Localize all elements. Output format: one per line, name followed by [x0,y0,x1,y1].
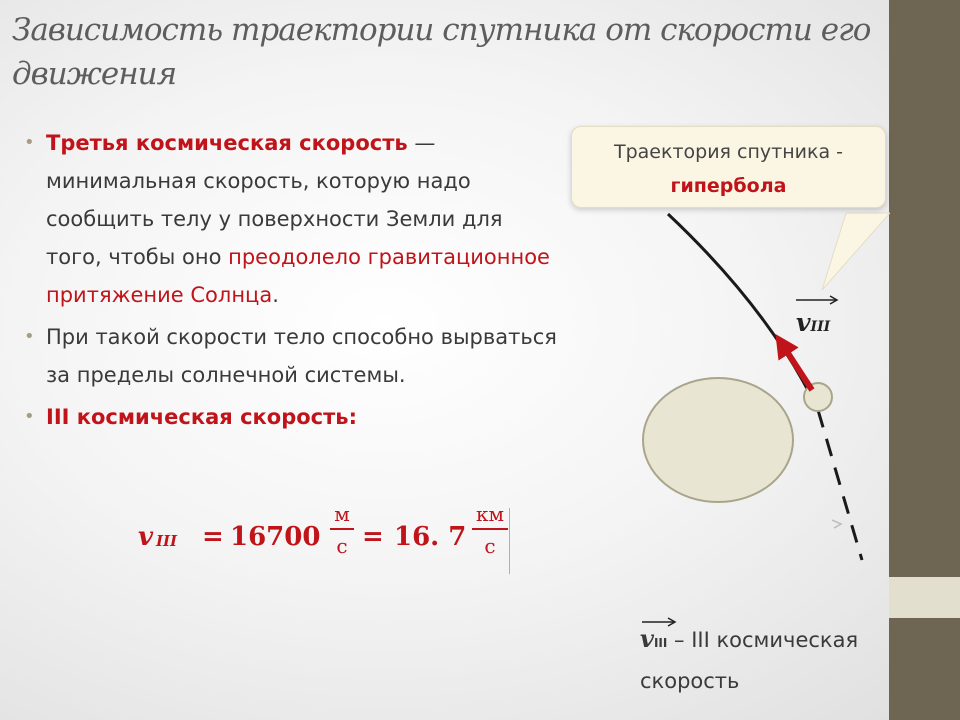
bullet-dot-icon: • [24,326,35,347]
bullet-escape-solar-system [22,318,562,394]
bullet-list [22,124,562,440]
formula-value-1: 16700 [230,522,321,552]
fraction-bar [330,528,354,530]
caption-symbol: v [640,624,654,653]
caption-text: – III космическая скорость [640,628,859,693]
text-cursor [509,508,510,574]
bullet-text: При такой скорости тело способно вырваться за пределы солнечной системы. [46,325,557,387]
slide-title: Зависимость траектории спутника от скорости его движения [12,12,871,92]
diagram-vector-label [796,308,830,337]
earth-circle [643,378,793,502]
vector-symbol: v [796,308,811,337]
bullet-text: минимальная скорость, которую надо сообщить телу у поверхности Земли для того, чтобы оно [46,169,503,269]
unit-1-numerator: м [334,502,350,526]
formula-unit-2 [472,502,508,558]
callout-line-1: Траектория спутника - [613,141,843,163]
hyperbola-dashed-path [818,410,862,560]
formula-subscript: III [156,532,178,550]
trajectory-callout [571,126,886,208]
bullet-third-cosmic-definition [22,124,562,314]
vector-subscript: III [810,319,831,335]
unit-2-numerator: км [475,502,505,526]
formula-unit-1 [330,502,354,558]
bullet-text-end: . [272,283,279,307]
unit-2-denominator: с [484,534,496,558]
formula-equals-1: = [202,522,224,552]
small-arrow-mark [832,520,841,528]
bullet-dot-icon: • [24,132,35,153]
callout-pointer [822,213,890,290]
bullet-term: Третья космическая скорость [46,131,408,155]
bullet-dash: — [407,131,436,155]
velocity-vector-arrow [782,344,812,390]
fraction-bar [472,528,508,530]
bullet-third-cosmic-heading [22,398,562,436]
right-sidebar-accent [889,577,960,618]
bullet-highlight: преодолело гравитационное притяжение Солнца [46,245,550,307]
unit-1-denominator: с [336,534,348,558]
formula-value-2: 16. 7 [394,522,467,552]
formula-equals-2: = [362,522,384,552]
bullet-term: III космическая скорость: [46,405,357,429]
callout-line-2: гипербола [670,175,787,197]
legend-caption [640,620,890,700]
bullet-dot-icon: • [24,406,35,427]
formula-symbol: v [138,522,154,552]
caption-subscript: III [653,636,668,650]
trajectory-diagram [560,0,890,620]
